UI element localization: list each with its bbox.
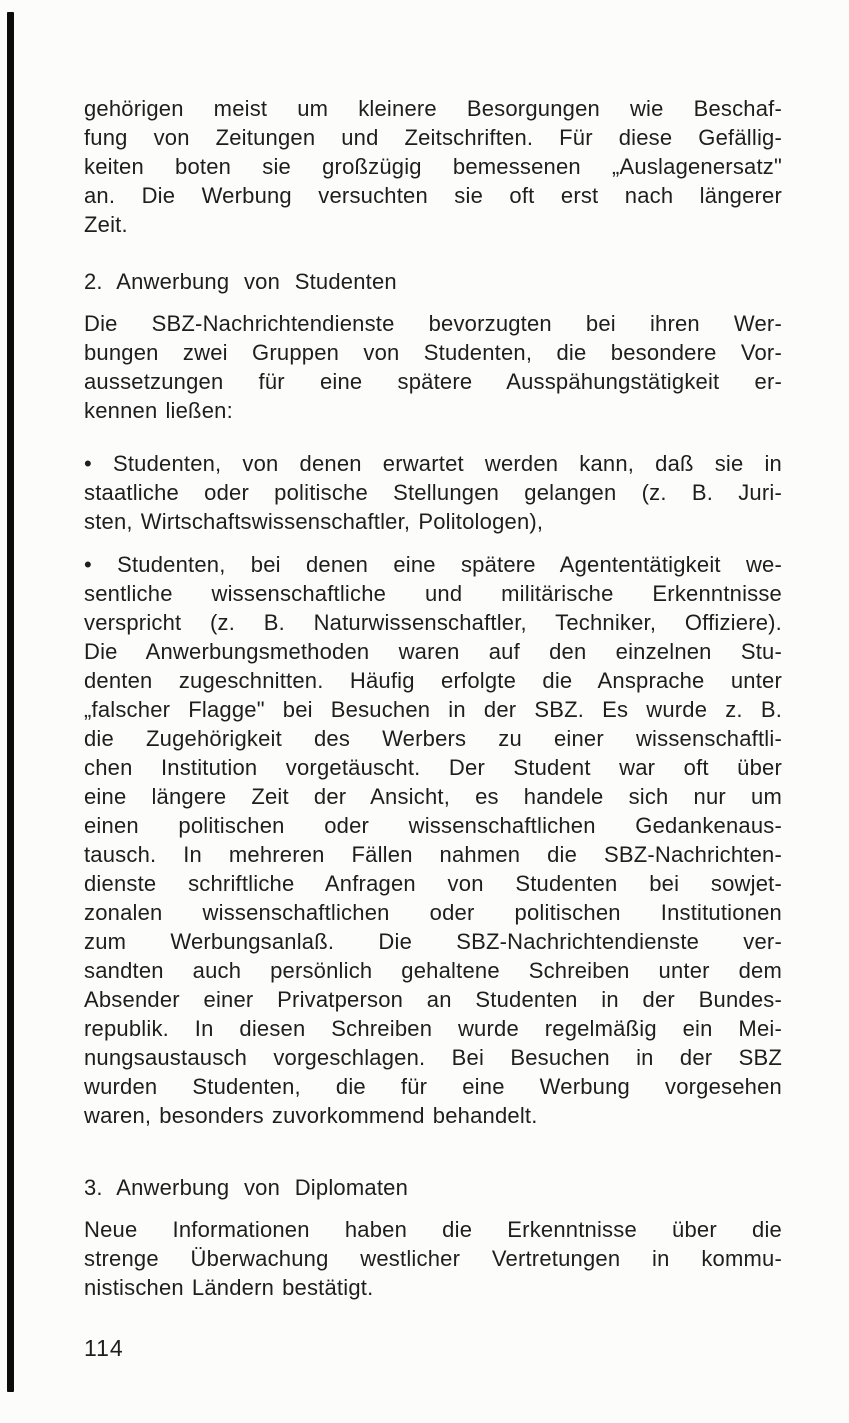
text-line: • Studenten, von denen erwartet werden kann, daß sie in	[84, 451, 782, 476]
text-line: sentliche wissenschaftliche und militärische Erkenntnisse	[84, 581, 782, 606]
bullet-item-scientists	[84, 550, 782, 1130]
text-line: sten, Wirtschaftswissenschaftler, Politologen),	[84, 509, 544, 534]
text-line: chen Institution vorgetäuscht. Der Student war oft über	[84, 755, 782, 780]
text-line: die Zugehörigkeit des Werbers zu einer wissenschaftli-	[84, 726, 782, 751]
text-line: aussetzungen für eine spätere Ausspähungstätigkeit er-	[84, 369, 782, 394]
text-line: nungsaustausch vorgeschlagen. Bei Besuchen in der SBZ	[84, 1045, 782, 1070]
text-line: tausch. In mehreren Fällen nahmen die SBZ-Nachrichten-	[84, 842, 782, 867]
text-line: „falscher Flagge" bei Besuchen in der SBZ. Es wurde z. B.	[84, 697, 782, 722]
diplomats-paragraph	[84, 1215, 782, 1302]
text-line: kennen ließen:	[84, 398, 233, 423]
text-line: eine längere Zeit der Ansicht, es handele sich nur um	[84, 784, 782, 809]
text-line: gehörigen meist um kleinere Besorgungen wie Beschaf-	[84, 96, 782, 121]
text-line: strenge Überwachung westlicher Vertretungen in kommu-	[84, 1246, 782, 1271]
text-line: Die Anwerbungsmethoden waren auf den einzelnen Stu-	[84, 639, 782, 664]
text-line: zonalen wissenschaftlichen oder politischen Institutionen	[84, 900, 782, 925]
text-line: dienste schriftliche Anfragen von Studenten bei sowjet-	[84, 871, 782, 896]
text-line: fung von Zeitungen und Zeitschriften. Für diese Gefällig-	[84, 125, 782, 150]
text-line: keiten boten sie großzügig bemessenen „Auslagenersatz"	[84, 154, 782, 179]
text-line: waren, besonders zuvorkommend behandelt.	[84, 1103, 538, 1128]
scan-artifact-line	[7, 12, 14, 1392]
text-line: zum Werbungsanlaß. Die SBZ-Nachrichtendienste ver-	[84, 929, 782, 954]
text-line: republik. In diesen Schreiben wurde regelmäßig ein Mei-	[84, 1016, 782, 1041]
intro-paragraph	[84, 94, 782, 239]
text-line: Zeit.	[84, 212, 128, 237]
page-number: 114	[84, 1335, 124, 1361]
text-line: verspricht (z. B. Naturwissenschaftler, Techniker, Offiziere).	[84, 610, 782, 635]
text-line: sandten auch persönlich gehaltene Schreiben unter dem	[84, 958, 782, 983]
text-line: einen politischen oder wissenschaftlichen Gedankenaus-	[84, 813, 782, 838]
text-line: denten zugeschnitten. Häufig erfolgte die Ansprache unter	[84, 668, 782, 693]
text-line: staatliche oder politische Stellungen gelangen (z. B. Juri-	[84, 480, 782, 505]
text-line: nistischen Ländern bestätigt.	[84, 1275, 374, 1300]
text-line: wurden Studenten, die für eine Werbung vorgesehen	[84, 1074, 782, 1099]
section-heading-diplomats: 3. Anwerbung von Diplomaten	[84, 1175, 408, 1200]
text-line: • Studenten, bei denen eine spätere Agententätigkeit we-	[84, 552, 782, 577]
text-line: an. Die Werbung versuchten sie oft erst nach längerer	[84, 183, 782, 208]
text-block	[84, 94, 782, 1363]
students-intro-paragraph	[84, 309, 782, 425]
text-line: Neue Informationen haben die Erkenntnisse über die	[84, 1217, 782, 1242]
text-line: bungen zwei Gruppen von Studenten, die besondere Vor-	[84, 340, 782, 365]
text-line: Die SBZ-Nachrichtendienste bevorzugten bei ihren Wer-	[84, 311, 782, 336]
text-line: Absender einer Privatperson an Studenten in der Bundes-	[84, 987, 782, 1012]
section-heading-students: 2. Anwerbung von Studenten	[84, 269, 397, 294]
bullet-item-jurists	[84, 449, 782, 536]
